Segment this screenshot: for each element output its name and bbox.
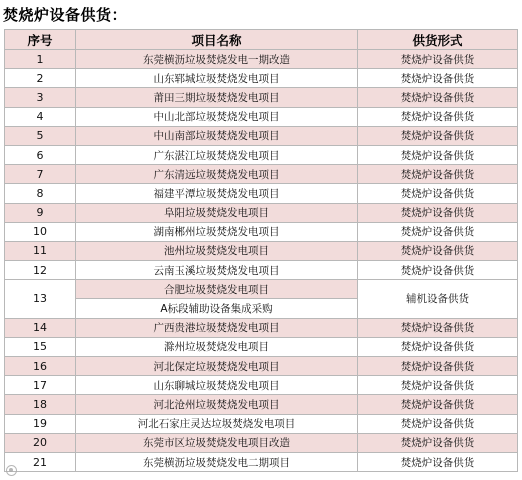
row-number: 16 [5,357,76,376]
project-name: 湖南郴州垃圾焚烧发电项目 [76,222,358,241]
table-row [5,337,518,356]
project-name: 东莞市区垃圾焚烧发电项目改造 [76,433,358,452]
table-row [5,261,518,280]
project-name: 滁州垃圾焚烧发电项目 [76,337,358,356]
project-name: 河北石家庄灵达垃圾焚烧发电项目 [76,414,358,433]
table-row [5,452,518,471]
supply-form: 焚烧炉设备供货 [358,107,518,126]
supply-form: 焚烧炉设备供货 [358,241,518,260]
project-name: 河北沧州垃圾焚烧发电项目 [76,395,358,414]
row-number: 4 [5,107,76,126]
supply-form: 焚烧炉设备供货 [358,337,518,356]
row-number: 2 [5,69,76,88]
supply-form: 焚烧炉设备供货 [358,395,518,414]
project-name: 广西贵港垃圾焚烧发电项目 [76,318,358,337]
supply-form: 焚烧炉设备供货 [358,318,518,337]
project-name: 广东清远垃圾焚烧发电项目 [76,165,358,184]
header-number: 序号 [5,30,76,50]
table-row [5,107,518,126]
table-row [5,126,518,145]
row-number: 1 [5,50,76,69]
row-number: 14 [5,318,76,337]
row-number: 21 [5,452,76,471]
project-name-subline: A标段辅助设备集成采购 [76,299,358,318]
row-number: 7 [5,165,76,184]
table-row [5,165,518,184]
row-number: 15 [5,337,76,356]
supply-form: 焚烧炉设备供货 [358,452,518,471]
table-row [5,184,518,203]
supply-form: 焚烧炉设备供货 [358,222,518,241]
supply-form: 焚烧炉设备供货 [358,433,518,452]
supply-form: 焚烧炉设备供货 [358,184,518,203]
project-name: 云南玉溪垃圾焚烧发电项目 [76,261,358,280]
project-name: 合肥垃圾焚烧发电项目 [76,280,358,299]
table-row [5,241,518,260]
table-row [5,69,518,88]
table-row [5,395,518,414]
table-row [5,357,518,376]
supply-form: 焚烧炉设备供货 [358,50,518,69]
row-number: 18 [5,395,76,414]
project-name: 中山北部垃圾焚烧发电项目 [76,107,358,126]
project-name: 山东郓城垃圾焚烧发电项目 [76,69,358,88]
supply-form: 焚烧炉设备供货 [358,357,518,376]
table-row [5,50,518,69]
table-header-row [5,30,518,50]
row-number: 20 [5,433,76,452]
supply-form: 焚烧炉设备供货 [358,165,518,184]
supply-form: 辅机设备供货 [358,280,518,318]
table-row [5,203,518,222]
table-row [5,433,518,452]
project-name: 池州垃圾焚烧发电项目 [76,241,358,260]
header-project-name: 项目名称 [76,30,358,50]
row-number: 9 [5,203,76,222]
supply-form: 焚烧炉设备供货 [358,261,518,280]
supply-form: 焚烧炉设备供货 [358,203,518,222]
row-number: 5 [5,126,76,145]
project-name: 阜阳垃圾焚烧发电项目 [76,203,358,222]
project-name: 福建平潭垃圾焚烧发电项目 [76,184,358,203]
supply-form: 焚烧炉设备供货 [358,126,518,145]
row-number: 6 [5,145,76,164]
supply-form: 焚烧炉设备供货 [358,145,518,164]
row-number: 11 [5,241,76,260]
row-number: 12 [5,261,76,280]
table-row [5,145,518,164]
row-number: 17 [5,376,76,395]
project-name: 广东湛江垃圾焚烧发电项目 [76,145,358,164]
header-supply-form: 供货形式 [358,30,518,50]
project-name: 山东聊城垃圾焚烧发电项目 [76,376,358,395]
project-name: 中山南部垃圾焚烧发电项目 [76,126,358,145]
watermark-logo-icon [6,465,17,476]
table-row [5,376,518,395]
supply-form: 焚烧炉设备供货 [358,69,518,88]
project-name: 东莞横沥垃圾焚烧发电一期改造 [76,50,358,69]
table-row [5,88,518,107]
row-number: 8 [5,184,76,203]
row-number: 13 [5,280,76,318]
table-row [5,318,518,337]
project-name: 莆田三期垃圾焚烧发电项目 [76,88,358,107]
supply-form: 焚烧炉设备供货 [358,414,518,433]
row-number: 19 [5,414,76,433]
watermark [6,462,17,478]
table-row [5,222,518,241]
row-number: 10 [5,222,76,241]
row-number: 3 [5,88,76,107]
project-name: 东莞横沥垃圾焚烧发电二期项目 [76,452,358,471]
table-row [5,414,518,433]
supply-form: 焚烧炉设备供货 [358,88,518,107]
supply-table [4,29,518,472]
supply-form: 焚烧炉设备供货 [358,376,518,395]
table-row [5,280,518,299]
project-name: 河北保定垃圾焚烧发电项目 [76,357,358,376]
page-title: 焚烧炉设备供货： [3,6,128,24]
